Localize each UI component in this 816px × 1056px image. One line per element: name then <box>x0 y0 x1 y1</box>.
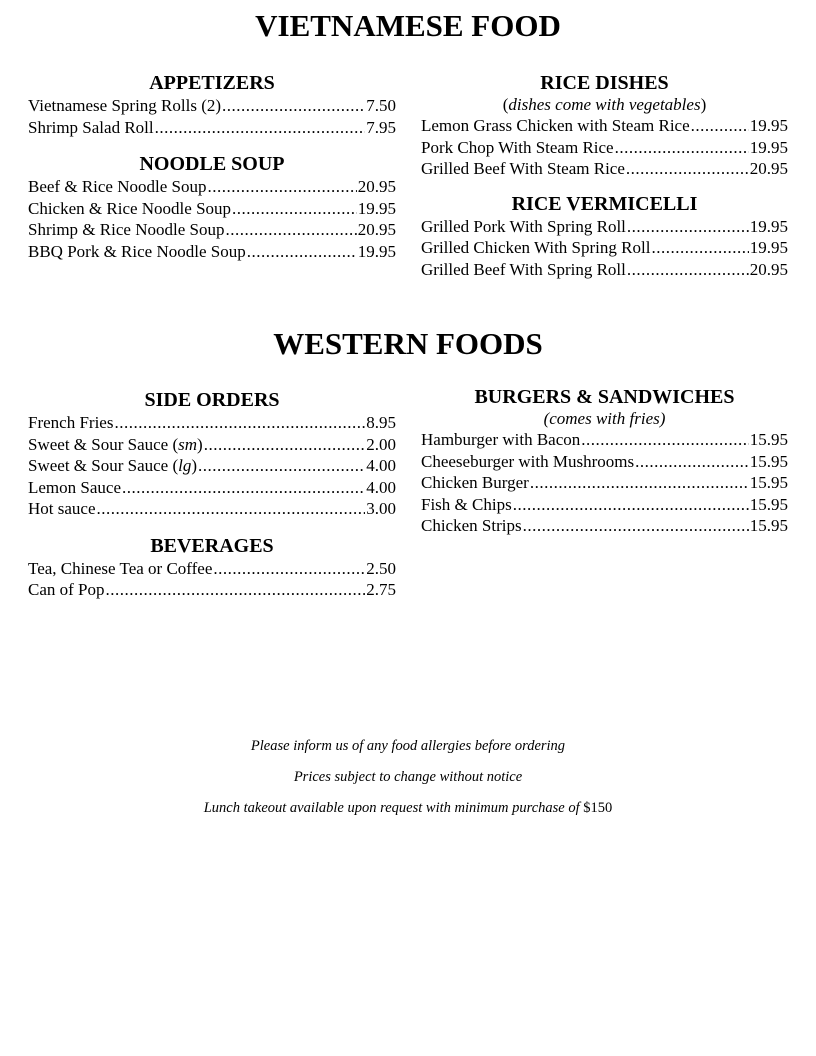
dot-leader <box>207 176 356 198</box>
item-name: Grilled Beef With Steam Rice <box>421 159 625 178</box>
item-price: 15.95 <box>749 494 788 514</box>
menu-item <box>421 429 788 451</box>
menu-item <box>421 451 788 473</box>
price-notice: Prices subject to change without notice <box>293 769 523 785</box>
item-name <box>28 434 203 456</box>
item-name: Tea, Chinese Tea or Coffee <box>28 558 213 578</box>
menu-item <box>28 412 396 434</box>
dot-leader <box>97 498 366 520</box>
item-price: 2.00 <box>366 434 396 454</box>
rice-dishes-list <box>421 115 788 180</box>
dot-leader <box>615 137 749 159</box>
item-price: 7.50 <box>366 96 396 115</box>
dot-leader <box>626 158 749 180</box>
rice-vermicelli-heading: RICE VERMICELLI <box>511 192 698 215</box>
dot-leader <box>155 117 366 139</box>
item-name: Hot sauce <box>28 499 96 518</box>
dot-leader <box>106 579 366 601</box>
item-name: French Fries <box>28 413 114 432</box>
item-name: Cheeseburger with Mushrooms <box>421 451 635 471</box>
vietnamese-food-title: VIETNAMESE FOOD <box>255 8 561 43</box>
item-name: Beef & Rice Noodle Soup <box>28 177 207 196</box>
dot-leader <box>222 95 365 117</box>
menu-item <box>28 241 396 263</box>
item-name <box>28 455 197 477</box>
item-price: 19.95 <box>749 137 788 157</box>
item-name: Grilled Beef With Spring Roll <box>421 259 626 279</box>
burgers-list <box>421 429 788 537</box>
item-name-end: ) <box>197 434 203 454</box>
item-name: Chicken Strips <box>421 516 522 535</box>
dot-leader <box>225 219 356 241</box>
dot-leader <box>122 477 365 499</box>
item-name: Chicken Burger <box>421 473 529 492</box>
menu-item <box>28 176 396 198</box>
noodle-soup-heading: NOODLE SOUP <box>139 153 285 175</box>
item-price: 7.95 <box>366 117 396 137</box>
menu-item <box>421 472 788 494</box>
vietnamese-right-column <box>421 71 788 280</box>
dot-leader <box>691 115 749 137</box>
item-price: 4.00 <box>366 477 396 497</box>
item-name: Can of Pop <box>28 580 105 599</box>
dot-leader <box>530 472 749 494</box>
rice-dishes-note: (dishes come with vegetables) <box>502 95 707 114</box>
item-price: 19.95 <box>749 116 788 135</box>
dot-leader <box>198 455 365 477</box>
dot-leader <box>523 515 749 537</box>
item-price: 2.50 <box>366 558 396 578</box>
item-price: 15.95 <box>749 516 788 535</box>
appetizers-heading: APPETIZERS <box>149 72 275 94</box>
burgers-note: (comes with fries) <box>543 409 666 428</box>
menu-item <box>28 95 396 117</box>
menu-item <box>421 158 788 180</box>
menu-item <box>421 237 788 259</box>
item-name: Fish & Chips <box>421 494 512 514</box>
item-price: 4.00 <box>366 456 396 475</box>
item-name: Lemon Grass Chicken with Steam Rice <box>421 116 690 135</box>
item-name: Hamburger with Bacon <box>421 430 581 449</box>
dot-leader <box>204 434 366 456</box>
dot-leader <box>651 237 748 259</box>
menu-item <box>421 259 788 281</box>
rice-dishes-heading: RICE DISHES <box>540 72 669 94</box>
dot-leader <box>114 412 365 434</box>
menu-item <box>28 477 396 499</box>
dot-leader <box>627 259 749 281</box>
dot-leader <box>247 241 357 263</box>
menu-item <box>28 434 396 456</box>
item-price: 8.95 <box>366 413 396 432</box>
menu-item <box>28 579 396 601</box>
rice-dishes-note-text: dishes come with vegetables <box>508 95 701 114</box>
item-name-text: Sweet & Sour Sauce ( <box>28 434 179 454</box>
item-price: 15.95 <box>749 430 788 449</box>
dot-leader <box>213 558 365 580</box>
noodle-soup-list <box>28 176 396 262</box>
western-foods-title: WESTERN FOODS <box>273 326 543 361</box>
item-name: Lemon Sauce <box>28 477 121 497</box>
beverages-heading: BEVERAGES <box>150 534 274 557</box>
item-price: 19.95 <box>357 198 396 218</box>
menu-item <box>421 115 788 137</box>
item-price: 19.95 <box>357 241 396 261</box>
dot-leader <box>513 494 749 516</box>
item-name: Grilled Chicken With Spring Roll <box>421 238 651 257</box>
item-size: sm <box>178 434 198 454</box>
item-name: Shrimp Salad Roll <box>28 117 154 137</box>
item-name-text: Sweet & Sour Sauce ( <box>28 456 179 475</box>
item-price: 15.95 <box>749 451 788 471</box>
western-left-column <box>28 388 396 601</box>
takeout-notice <box>0 799 816 817</box>
item-name: Grilled Pork With Spring Roll <box>421 216 626 236</box>
takeout-amount: $150 <box>583 800 613 816</box>
dot-leader <box>627 216 749 238</box>
item-price: 2.75 <box>366 580 396 599</box>
item-price: 20.95 <box>357 220 396 239</box>
menu-item <box>421 216 788 238</box>
menu-item <box>28 117 396 139</box>
dot-leader <box>232 198 357 220</box>
item-size: lg <box>178 456 192 475</box>
menu-item <box>421 494 788 516</box>
item-price: 3.00 <box>366 499 396 518</box>
item-price: 20.95 <box>749 159 788 178</box>
item-name: Chicken & Rice Noodle Soup <box>28 198 232 218</box>
item-name: BBQ Pork & Rice Noodle Soup <box>28 241 246 261</box>
takeout-notice-text: Lunch takeout available upon request with minimum purchase of <box>203 800 580 816</box>
item-price: 20.95 <box>357 177 396 196</box>
dot-leader <box>635 451 749 473</box>
vietnamese-left-column <box>28 71 396 262</box>
menu-item <box>421 515 788 537</box>
item-name: Shrimp & Rice Noodle Soup <box>28 220 225 239</box>
rice-vermicelli-list <box>421 216 788 281</box>
appetizers-list <box>28 95 396 138</box>
allergy-notice: Please inform us of any food allergies before ordering <box>250 738 566 754</box>
menu-item <box>28 198 396 220</box>
item-price: 15.95 <box>749 473 788 492</box>
menu-item <box>421 137 788 159</box>
beverages-list <box>28 558 396 601</box>
menu-item <box>28 498 396 520</box>
burgers-heading: BURGERS & SANDWICHES <box>474 386 735 408</box>
western-right-column <box>421 385 788 537</box>
item-price: 19.95 <box>749 216 788 236</box>
item-name-end: ) <box>191 456 198 475</box>
item-price: 20.95 <box>749 259 788 279</box>
side-orders-list <box>28 412 396 520</box>
item-name: Vietnamese Spring Rolls (2) <box>28 96 222 115</box>
item-name: Pork Chop With Steam Rice <box>421 137 614 157</box>
menu-item <box>28 558 396 580</box>
item-price: 19.95 <box>749 238 788 257</box>
menu-item <box>28 219 396 241</box>
side-orders-heading: SIDE ORDERS <box>144 389 280 411</box>
menu-item <box>28 455 396 477</box>
dot-leader <box>581 429 748 451</box>
